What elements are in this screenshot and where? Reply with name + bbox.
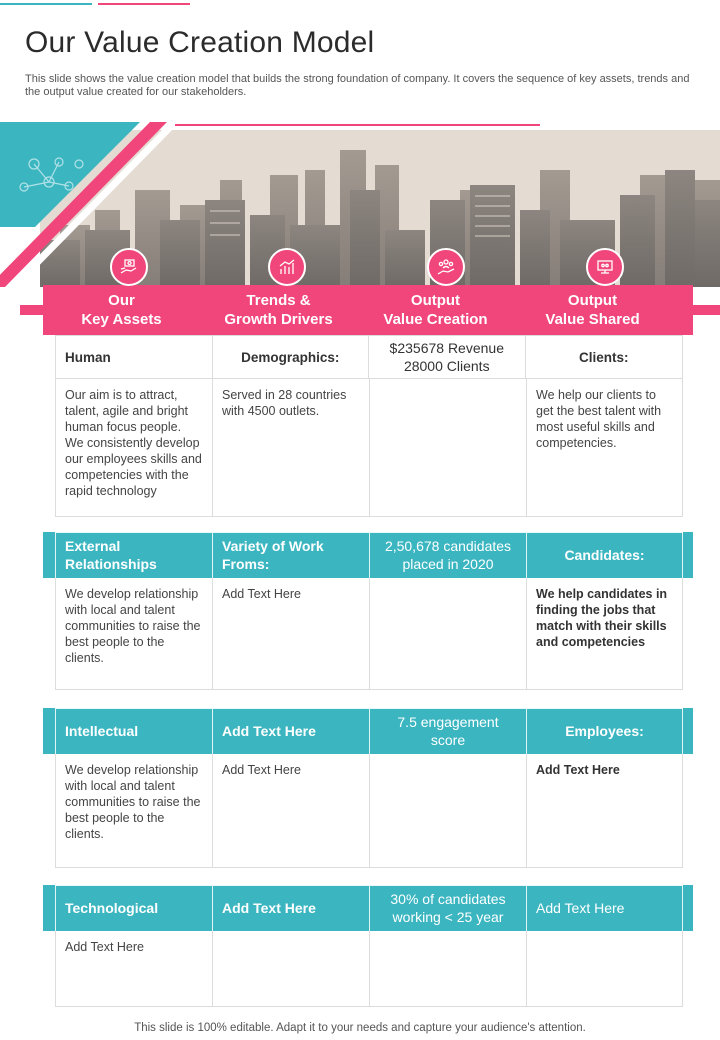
table-header [43,285,693,335]
cell-shared-text: We help candidates in finding the jobs that match with their skills and competencies [536,587,668,649]
row-human-body [55,379,683,517]
cell-asset-text: We develop relationship with local and talent communities to raise the best people to the clients. [65,587,201,665]
cell-driver: Demographics: [213,336,369,378]
cell-asset-text: Add Text Here [65,940,144,954]
cell-asset-text: Our aim is to attract, talent, agile and bright human focus people. We consistently develop our employees skills and competencies with the rapid technology [65,388,202,498]
row-intellectual-head [55,708,683,754]
row-intellectual-body [55,754,683,868]
cell-shared-text: We help our clients to get the best talent with most useful skills and competencies. [536,388,662,450]
cell-creation: 7.5 engagement score [369,708,526,754]
top-accent-teal [0,3,92,5]
cell-shared-text: Add Text Here [536,763,620,777]
header-value-creation: Output Value Creation [383,292,488,328]
row-technological-head [55,885,683,931]
cell-shared: Candidates: [526,532,683,578]
page-subtitle: This slide shows the value creation model that builds the strong foundation of company. It covers the sequence of key assets, trends and the output value created for our stakeholders. [25,73,690,98]
cell-driver-text: Add Text Here [222,587,301,601]
screen-share-icon [586,248,624,286]
network-icons [14,152,94,212]
page-title: Our Value Creation Model [25,26,375,59]
cell-creation: 30% of candidates working < 25 year [369,885,526,931]
hand-coin-icon [110,248,148,286]
header-growth-drivers: Trends & Growth Drivers [224,292,333,328]
cell-shared: Add Text Here [526,885,683,931]
row-human-head [55,335,683,379]
cell-creation: $235678 Revenue 28000 Clients [369,336,525,378]
footer-note: This slide is 100% editable. Adapt it to your needs and capture your audience's attention. [134,1022,586,1034]
cell-driver: Add Text Here [212,708,369,754]
people-hand-icon [427,248,465,286]
row-external-body [55,578,683,690]
banner-pink-line [175,124,540,126]
growth-chart-icon [268,248,306,286]
cell-driver: Add Text Here [212,885,369,931]
cell-asset: External Relationships [55,532,212,578]
cell-creation: 2,50,678 candidates placed in 2020 [369,532,526,578]
cell-driver: Variety of Work Froms: [212,532,369,578]
row-technological-body [55,931,683,1007]
cell-asset: Technological [55,885,212,931]
cell-shared: Employees: [526,708,683,754]
cell-asset: Human [56,336,213,378]
header-key-assets: Our Key Assets [81,292,162,328]
top-accent-pink [98,3,190,5]
cell-driver-text: Add Text Here [222,763,301,777]
cell-asset: Intellectual [55,708,212,754]
header-value-shared: Output Value Shared [545,292,640,328]
cell-driver-text: Served in 28 countries with 4500 outlets. [222,388,347,418]
row-external-head [55,532,683,578]
cell-asset-text: We develop relationship with local and talent communities to raise the best people to the clients. [65,763,201,841]
cell-shared: Clients: [579,349,629,365]
